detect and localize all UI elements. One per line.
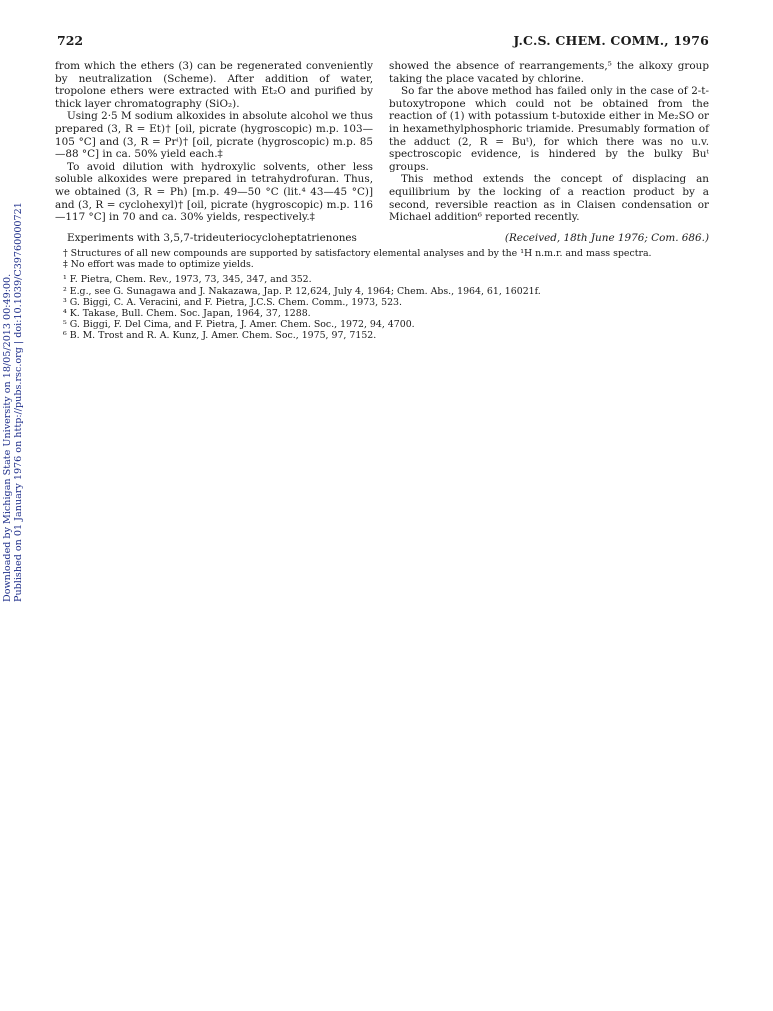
reference-2: ² E.g., see G. Sunagawa and J. Nakazawa, Jap. P. 12,624, July 4, 1964; Chem. Abs., 1964, 61, 16021f. bbox=[63, 285, 541, 297]
footnotes bbox=[63, 248, 713, 342]
left-column bbox=[55, 60, 373, 224]
right-paragraph-1: showed the absence of rearrangements,⁵ the alkoxy group taking the place vacated by chlorine. bbox=[389, 60, 709, 85]
reference-4: ⁴ K. Takase, Bull. Chem. Soc. Japan, 1964, 37, 1288. bbox=[63, 308, 311, 320]
reference-6: ⁶ B. M. Trost and R. A. Kunz, J. Amer. Chem. Soc., 1975, 97, 7152. bbox=[63, 330, 377, 342]
footnote-double-dagger: ‡ No effort was made to optimize yields. bbox=[63, 259, 254, 271]
sidebar-download-line[interactable]: Downloaded by Michigan State University on 18/05/2013 00:49:00. bbox=[2, 273, 13, 602]
left-paragraph-1: from which the ethers (3) can be regenerated conveniently by neutralization (Scheme). After addition of water, tropolone ethers were extracted with Et₂O and purified by thick layer chromatography (SiO₂). bbox=[55, 60, 373, 110]
received-line bbox=[55, 232, 709, 245]
experiments-line: Experiments with 3,5,7-trideuteriocycloheptatrienones bbox=[67, 232, 357, 244]
left-paragraph-3: To avoid dilution with hydroxylic solvents, other less soluble alkoxides were prepared in tetrahydrofuran. Thus, we obtained (3, R = Ph) [m.p. 49—50 °C (lit.⁴ 43—45 °C)] and (3, R = cyclohexyl)† [oil, picrate (hygroscopic) m.p. 116—117 °C] in 70 and ca. 30% yields, respectively.‡ bbox=[55, 160, 373, 224]
reference-1: ¹ F. Pietra, Chem. Rev., 1973, 73, 345, 347, and 352. bbox=[63, 274, 312, 286]
right-paragraph-2: So far the above method has failed only in the case of 2-t-butoxytropone which could not be obtained from the reaction of (1) with potassium t-butoxide either in Me₂SO or in hexamethylphosphoric triamide. Presumably formation of the adduct (2, R = Buᵗ), for which there was no u.v. spectroscopic evidence, is hindered by the bulky Buᵗ groups. bbox=[389, 85, 709, 173]
left-paragraph-2: Using 2·5 M sodium alkoxides in absolute alcohol we thus prepared (3, R = Et)† [oil, picrate (hygroscopic) m.p. 103—105 °C] and (3, R = Prⁱ)† [oil, picrate (hygroscopic) m.p. 85—88 °C] in ca. 50% yield each.‡ bbox=[55, 110, 373, 161]
right-column bbox=[389, 60, 709, 224]
received-date: (Received, 18th June 1976; Com. 686.) bbox=[504, 232, 709, 244]
download-sidebar[interactable] bbox=[2, 202, 24, 602]
running-head: J.C.S. CHEM. COMM., 1976 bbox=[513, 33, 709, 48]
page-number: 722 bbox=[57, 33, 84, 48]
footnote-dagger: † Structures of all new compounds are supported by satisfactory elemental analyses and by the ¹H n.m.r. and mass spectra. bbox=[63, 248, 652, 259]
reference-3: ³ G. Biggi, C. A. Veracini, and F. Pietra, J.C.S. Chem. Comm., 1973, 523. bbox=[63, 296, 402, 308]
reference-5: ⁵ G. Biggi, F. Del Cima, and F. Pietra, J. Amer. Chem. Soc., 1972, 94, 4700. bbox=[63, 319, 415, 331]
sidebar-publication-line[interactable]: Published on 01 January 1976 on http://pubs.rsc.org | doi:10.1039/C39760000721 bbox=[13, 202, 24, 602]
right-paragraph-3: This method extends the concept of displacing an equilibrium by the locking of a reaction product by a second, reversible reaction as in Claisen condensation or Michael addition⁶ reported recently. bbox=[389, 173, 709, 224]
